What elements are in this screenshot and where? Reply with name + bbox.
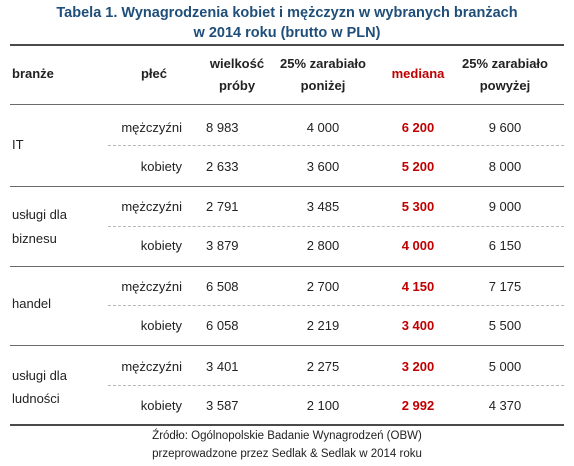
- branza-label: IT: [12, 137, 24, 152]
- powyzej-cell: 9 600: [488, 120, 522, 135]
- ponizej-cell: 3 485: [306, 199, 340, 214]
- plec-cell: mężczyźni: [121, 359, 182, 374]
- source-line1: Źródło: Ogólnopolskie Badanie Wynagrodzeń (OBW): [152, 430, 422, 442]
- wielkosc-cell: 6 058: [206, 318, 239, 333]
- group-divider: [10, 186, 564, 187]
- header-wielkosc-line1: wielkość: [209, 56, 265, 71]
- powyzej-cell: 6 150: [488, 238, 522, 253]
- header-branza: branże: [12, 66, 54, 81]
- plec-cell: kobiety: [140, 238, 182, 253]
- powyzej-cell: 7 175: [488, 279, 522, 294]
- wielkosc-cell: 3 401: [206, 359, 239, 374]
- header-ponizej-line1: 25% zarabiało: [280, 56, 366, 71]
- group-divider: [10, 345, 564, 346]
- branza-label-line2: ludności: [12, 391, 60, 406]
- mediana-cell: 2 992: [401, 398, 435, 413]
- table-title: Tabela 1. Wynagrodzenia kobiet i mężczyzn w wybranych branżach: [56, 5, 518, 21]
- powyzej-cell: 5 000: [488, 359, 522, 374]
- group-divider: [10, 266, 564, 267]
- powyzej-cell: 8 000: [488, 159, 522, 174]
- plec-cell: mężczyźni: [121, 279, 182, 294]
- powyzej-cell: 9 000: [488, 199, 522, 214]
- header-powyzej-line1: 25% zarabiało: [462, 56, 548, 71]
- header-powyzej-line2: powyżej: [479, 78, 531, 93]
- header-plec: płeć: [140, 66, 167, 81]
- wielkosc-cell: 3 587: [206, 398, 239, 413]
- wielkosc-cell: 2 791: [206, 199, 239, 214]
- header-rule: [10, 104, 564, 105]
- bottom-rule: [10, 424, 564, 426]
- plec-cell: mężczyźni: [121, 199, 182, 214]
- branza-label: handel: [12, 296, 52, 311]
- plec-cell: kobiety: [140, 159, 182, 174]
- mediana-cell: 3 400: [401, 318, 435, 333]
- powyzej-cell: 5 500: [488, 318, 522, 333]
- header-mediana: mediana: [391, 66, 445, 81]
- header-ponizej-line2: poniżej: [300, 78, 346, 93]
- source-line2: przeprowadzone przez Sedlak & Sedlak w 2014 roku: [152, 448, 422, 460]
- table-subtitle: w 2014 roku (brutto w PLN): [193, 25, 381, 41]
- mediana-cell: 4 150: [401, 279, 435, 294]
- plec-cell: mężczyźni: [121, 120, 182, 135]
- plec-cell: kobiety: [140, 398, 182, 413]
- wielkosc-cell: 2 633: [206, 159, 239, 174]
- ponizej-cell: 2 700: [306, 279, 340, 294]
- header-wielkosc-line2: próby: [218, 78, 256, 93]
- ponizej-cell: 2 800: [306, 238, 340, 253]
- ponizej-cell: 2 219: [306, 318, 340, 333]
- branza-label-line1: usługi dla: [12, 368, 67, 383]
- branza-label-line1: usługi dla: [12, 207, 67, 222]
- wielkosc-cell: 3 879: [206, 238, 239, 253]
- row-divider: [108, 226, 564, 227]
- mediana-cell: 5 300: [401, 199, 435, 214]
- ponizej-cell: 2 275: [306, 359, 340, 374]
- branza-label-line2: biznesu: [12, 231, 57, 246]
- top-rule: [10, 44, 564, 46]
- mediana-cell: 6 200: [401, 120, 435, 135]
- mediana-cell: 4 000: [401, 238, 435, 253]
- row-divider: [108, 145, 564, 146]
- ponizej-cell: 2 100: [306, 398, 340, 413]
- plec-cell: kobiety: [140, 318, 182, 333]
- wielkosc-cell: 8 983: [206, 120, 239, 135]
- mediana-cell: 3 200: [401, 359, 435, 374]
- wielkosc-cell: 6 508: [206, 279, 239, 294]
- powyzej-cell: 4 370: [488, 398, 522, 413]
- row-divider: [108, 305, 564, 306]
- ponizej-cell: 3 600: [306, 159, 340, 174]
- mediana-cell: 5 200: [401, 159, 435, 174]
- ponizej-cell: 4 000: [306, 120, 340, 135]
- row-divider: [108, 385, 564, 386]
